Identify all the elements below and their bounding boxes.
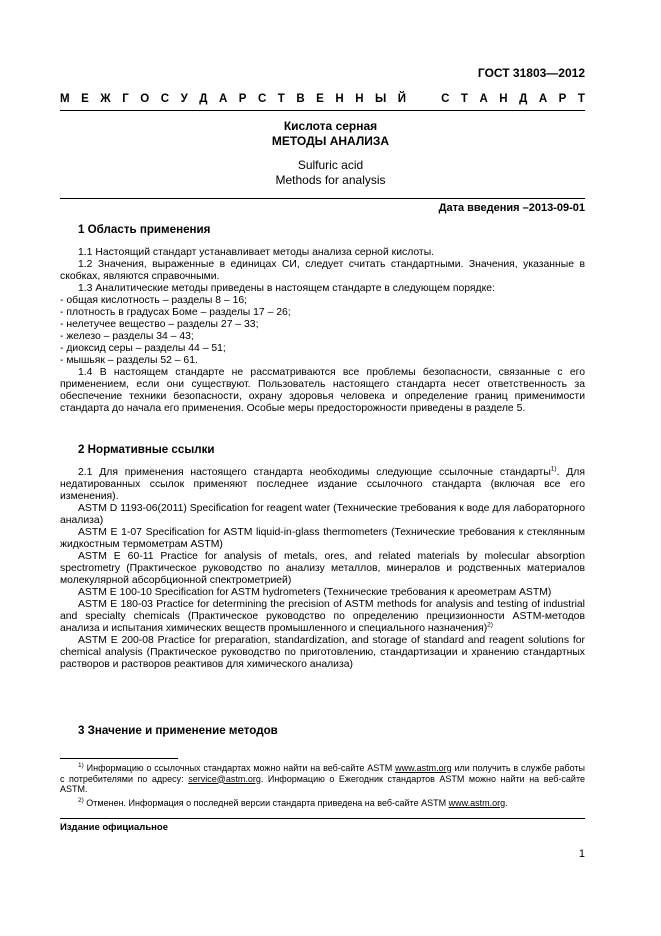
section-1-heading: 1 Область применения <box>78 223 211 236</box>
paragraph-1-4: 1.4 В настоящем стандарте не рассматриваются все проблемы безопасности, связанные с его применением, если они существуют. Пользователь настоящего стандарта несет ответственность за обеспечение техники безопасности, охрану здоровья человека и определение границ применимости стандарта до начала его применения. Особые меры предосторожности приведены в разделе 5. <box>60 367 585 414</box>
banner-letter: М <box>60 93 70 105</box>
astm-website-link[interactable]: www.astm.org <box>448 798 506 808</box>
edition-rule <box>60 818 585 819</box>
paragraph-1-3: 1.3 Аналитические методы приведены в настоящем стандарте в следующем порядке: <box>78 283 495 294</box>
astm-website-link[interactable]: www.astm.org <box>395 763 452 773</box>
footnote-1-text: . Информацию о Ежегодник стандартов ASTM можно найти на веб-сайте ASTM. <box>60 773 585 794</box>
footnote-1-mark: 1) <box>78 762 84 769</box>
list-item: - мышьяк – разделы 52 – 61. <box>60 355 198 366</box>
footnote-2-text: . <box>505 798 508 808</box>
paragraph-2-1-text-b: . Для недатированных ссылок применяют последнее издание ссылочного стандарта (включая все его изменения). <box>60 467 585 502</box>
date-rule <box>60 198 585 199</box>
list-item: - железо – разделы 34 – 43; <box>60 331 194 342</box>
reference-item: ASTM E 1-07 Specification for ASTM liquid-in-glass thermometers (Технические требования к стеклянным жидкостным термометрам ASTM) <box>60 527 585 550</box>
banner-letter: Н <box>355 93 364 105</box>
reference-item: ASTM D 1193-06(2011) Specification for reagent water (Технические требования к воде для лабораторного анализа) <box>60 503 585 526</box>
banner-letter: С <box>441 93 450 105</box>
reference-item: ASTM E 100-10 Specification for ASTM hydrometers (Технические требования к ареометрам ASTM) <box>78 587 552 598</box>
banner-letter: Н <box>335 93 344 105</box>
banner-letter: Е <box>81 93 89 105</box>
list-item: - диоксид серы – разделы 44 – 51; <box>60 343 226 354</box>
interstate-standard-banner <box>60 93 585 105</box>
list-item: - нелетучее вещество – разделы 27 – 33; <box>60 319 259 330</box>
title-en-line1: Sulfuric acid <box>297 158 364 172</box>
banner-letter: Р <box>558 93 567 105</box>
banner-letter: Т <box>577 93 585 105</box>
reference-item: ASTM E 200-08 Practice for preparation, standardization, and storage of standard and reagent solutions for chemical analysis (Практическое руководство по приготовлению, стандартизации и хранению стандартных растворов и растворов реактивов для химического анализа) <box>60 635 585 670</box>
banner-letter: А <box>479 93 488 105</box>
banner-letter: Р <box>238 93 247 105</box>
banner-letter: Г <box>122 93 129 105</box>
footnote-1-text: Информацию о ссылочных стандартах можно найти на веб-сайте ASTM <box>83 763 396 773</box>
banner-rule <box>60 110 585 111</box>
footnote-1-text: или получить в службе работы с потребителями по адресу: <box>60 763 585 784</box>
service-email-link[interactable]: service@astm.org <box>188 773 261 784</box>
reference-text: ASTM E 180-03 Practice for determining the precision of ASTM methods for analysis and testing of industrial and specialty chemicals (Практическое руководство по определению прецизионности ASTM-методов анализа и испытания химических веществ промышленного и специального назначения) <box>60 599 585 634</box>
banner-letter: У <box>180 93 188 105</box>
paragraph-2-1-text-a: 2.1 Для применения настоящего стандарта необходимы следующие ссылочные стандарты <box>78 467 551 478</box>
paragraph-1-1: 1.1 Настоящий стандарт устанавливает методы анализа серной кислоты. <box>78 247 435 258</box>
title-en-line2: Methods for analysis <box>275 173 386 187</box>
banner-letter: Ы <box>375 93 387 105</box>
banner-letter: Т <box>460 93 468 105</box>
date-of-introduction: Дата введения –2013-09-01 <box>438 202 585 214</box>
banner-letter: А <box>218 93 228 105</box>
footnote-2-text: Отменен. Информация о последней версии стандарта приведена на веб-сайте ASTM <box>83 798 449 808</box>
banner-letter: О <box>140 93 150 105</box>
banner-letter: Д <box>199 93 208 105</box>
banner-letter <box>418 93 430 105</box>
banner-letter: Е <box>316 93 324 105</box>
title-ru-line2: МЕТОДЫ АНАЛИЗА <box>271 134 390 148</box>
title-russian <box>0 119 661 149</box>
banner-letter: Т <box>277 93 285 105</box>
banner-letter: А <box>538 93 548 105</box>
reference-item <box>60 599 585 635</box>
footnote-ref-1: 1) <box>550 465 557 473</box>
banner-letter: В <box>296 93 305 105</box>
list-item: - плотность в градусах Боме – разделы 17 – 26; <box>60 307 291 318</box>
paragraph-1-2: 1.2 Значения, выраженные в единицах СИ, следует считать стандартными. Значения, указанные в скобках, являются справочными. <box>60 259 585 282</box>
section-2-heading: 2 Нормативные ссылки <box>78 443 215 456</box>
paragraph-2-1 <box>60 467 585 503</box>
page-number: 1 <box>578 848 585 860</box>
list-item: - общая кислотность – разделы 8 – 16; <box>60 295 248 306</box>
section-2 <box>60 444 585 671</box>
footnote-rule <box>60 758 178 759</box>
section-3 <box>60 725 585 737</box>
standard-number: ГОСТ 31803—2012 <box>477 66 585 80</box>
section-1 <box>60 224 585 415</box>
banner-letter: С <box>160 93 170 105</box>
banner-letter: Д <box>519 93 528 105</box>
official-edition-label: Издание официальное <box>60 822 168 833</box>
banner-letter: Й <box>397 93 407 105</box>
section-3-heading: 3 Значение и применение методов <box>78 724 278 737</box>
reference-item: ASTM E 60-11 Practice for analysis of metals, ores, and related materials by molecular absorption spectrometry (Практическое руководство по анализу металлов, минералов и родственных материалов молекулярной абсорбционной спектрометрией) <box>60 551 585 586</box>
footnote-1 <box>60 763 585 795</box>
footnote-2-mark: 2) <box>78 797 84 804</box>
footnote-2 <box>60 798 585 809</box>
title-english <box>0 158 661 188</box>
banner-letter: Ж <box>100 93 111 105</box>
banner-letter: Н <box>499 93 508 105</box>
method-list <box>60 295 585 367</box>
title-ru-line1: Кислота серная <box>283 119 378 133</box>
footnote-ref-2: 2) <box>487 621 493 629</box>
banner-letter: С <box>257 93 267 105</box>
